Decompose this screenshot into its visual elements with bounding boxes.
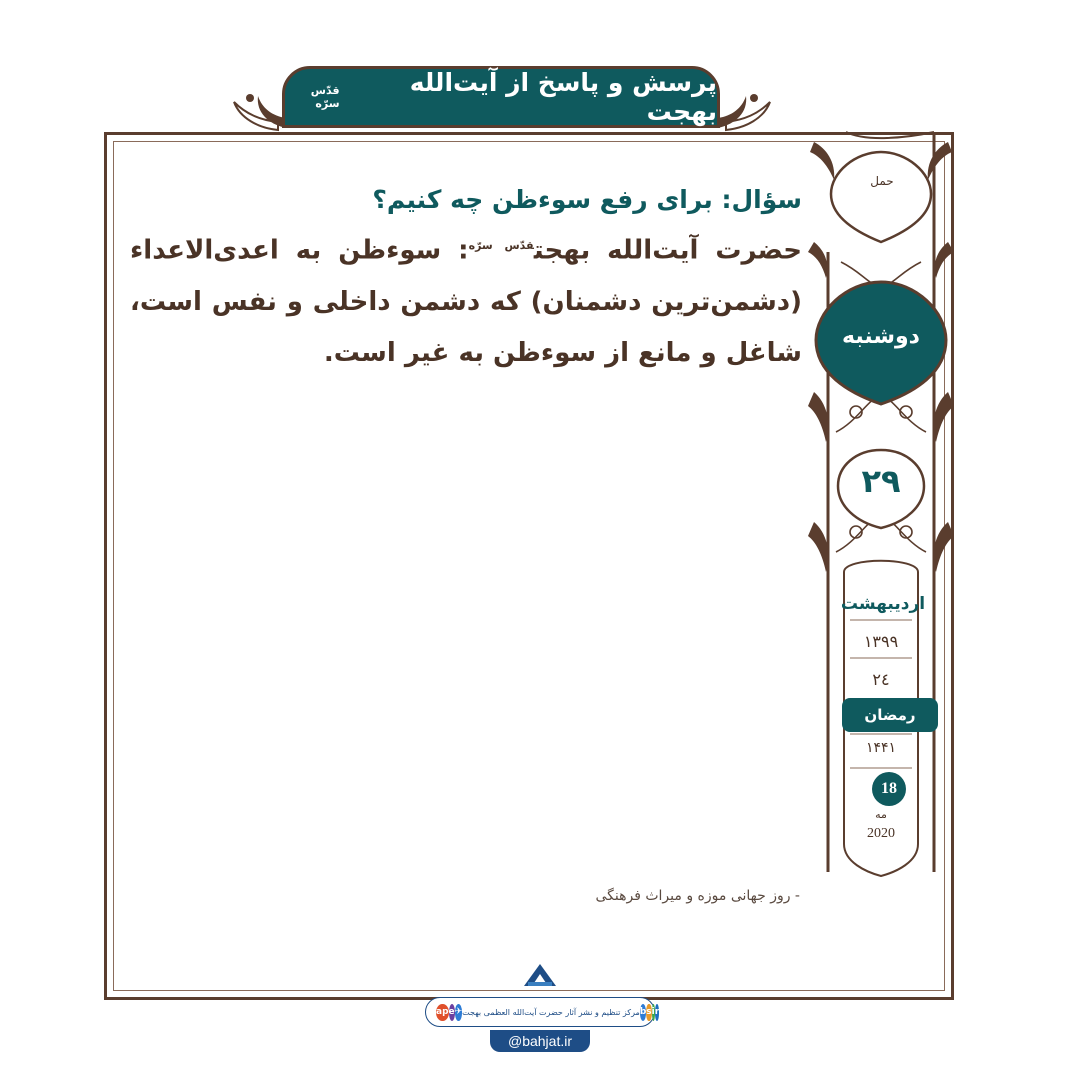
question-heading: سؤال: برای رفع سوءظن چه کنیم؟: [372, 185, 802, 214]
gregorian-month: مه: [875, 808, 887, 821]
solar-year: ۱۳۹۹: [863, 632, 899, 651]
weekday-label: دوشنبه: [842, 324, 920, 349]
footer-logo-text: مرکز تنظیم و نشر آثار حضرت آیت‌الله العظمی بهجت: [462, 1007, 640, 1017]
lunar-month: رمضان: [864, 706, 916, 724]
page-title: [282, 66, 720, 128]
lunar-day: ۲٤: [872, 670, 890, 689]
title-text: پرسش و پاسخ از آیت‌الله بهجت: [409, 68, 717, 126]
soroush-icon[interactable]: s: [646, 1004, 651, 1021]
eitaa-icon[interactable]: e: [449, 1004, 455, 1021]
gregorian-day: 18: [872, 772, 906, 806]
telegram-icon[interactable]: ✈: [455, 1004, 463, 1021]
answer-body: : سوءظن به اعدی‌الاعداء (دشمن‌ترین دشمنان) که دشمن داخلی و نفس است، شاغل و مانع از سوءظن به غیر است.: [130, 235, 802, 368]
main-content: [130, 180, 802, 379]
answer-intro: حضرت آیت‌الله بهجت: [533, 235, 802, 266]
zodiac-label: حمل: [870, 174, 894, 188]
left-ornament-icon: [228, 78, 288, 132]
rubika-icon[interactable]: r: [655, 1004, 659, 1021]
bale-icon[interactable]: b: [640, 1004, 646, 1021]
igap-icon[interactable]: i: [652, 1004, 655, 1021]
solar-day: ۲۹: [861, 462, 901, 500]
aparat-icon[interactable]: ap: [436, 1004, 449, 1021]
title-seal: قدّس سرّه: [310, 84, 340, 110]
account-handle[interactable]: @bahjat.ir: [490, 1030, 590, 1052]
social-links-bar: [425, 997, 660, 1027]
lunar-year: ۱۴۴۱: [865, 740, 897, 756]
bahjat-logo-icon: [520, 960, 560, 990]
answer-text: [130, 220, 802, 379]
solar-month: اردیبهشت: [840, 594, 926, 614]
right-ornament-icon: [716, 78, 776, 132]
occasion-note: - روز جهانی موزه و میراث فرهنگی: [595, 888, 800, 904]
answer-seal: قدّس سرّه: [468, 239, 534, 252]
gregorian-year: 2020: [867, 826, 895, 841]
